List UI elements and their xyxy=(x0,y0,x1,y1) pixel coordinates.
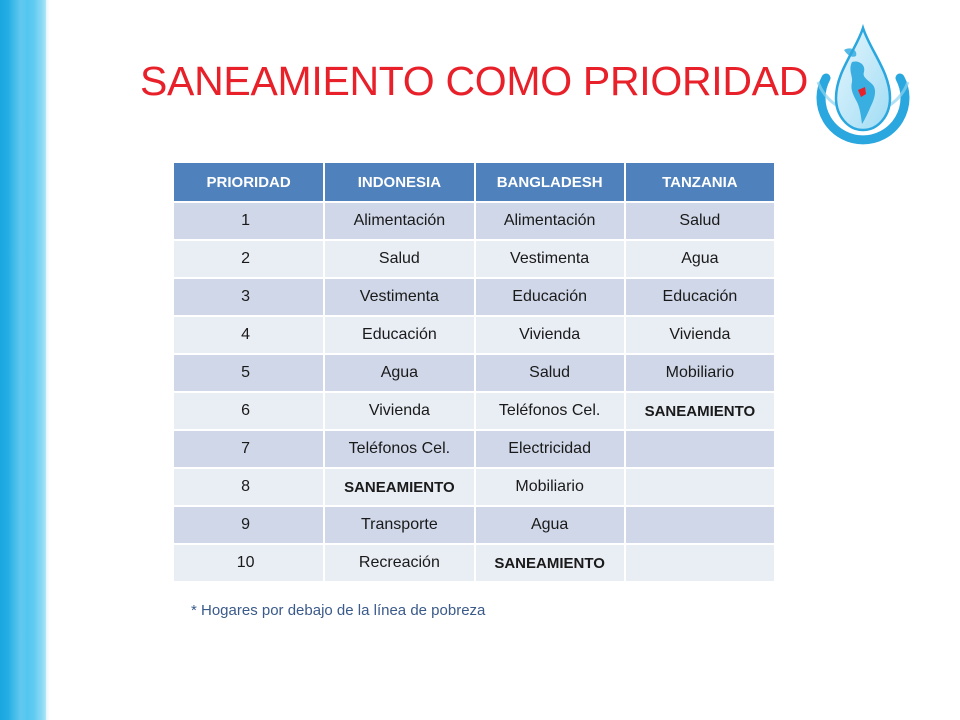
table-cell xyxy=(625,468,775,506)
table-cell: Vestimenta xyxy=(324,278,474,316)
table-row xyxy=(174,506,775,544)
table-cell xyxy=(625,430,775,468)
priority-rank: 5 xyxy=(174,354,324,392)
table-cell: Mobiliario xyxy=(625,354,775,392)
table-cell: SANEAMIENTO xyxy=(625,392,775,430)
column-header: BANGLADESH xyxy=(475,163,625,202)
table-cell: Teléfonos Cel. xyxy=(475,392,625,430)
column-header: INDONESIA xyxy=(324,163,474,202)
table-row xyxy=(174,392,775,430)
priority-rank: 1 xyxy=(174,202,324,240)
table-row xyxy=(174,430,775,468)
column-header: PRIORIDAD xyxy=(174,163,324,202)
priority-rank: 2 xyxy=(174,240,324,278)
table-cell: Transporte xyxy=(324,506,474,544)
water-drop-logo-icon xyxy=(808,20,918,150)
table-cell: Agua xyxy=(625,240,775,278)
table-row xyxy=(174,468,775,506)
table-cell: Mobiliario xyxy=(475,468,625,506)
table-cell: Alimentación xyxy=(475,202,625,240)
table-cell: Educación xyxy=(625,278,775,316)
priority-rank: 7 xyxy=(174,430,324,468)
table-cell: Educación xyxy=(324,316,474,354)
table-cell: SANEAMIENTO xyxy=(475,544,625,582)
table-cell: Electricidad xyxy=(475,430,625,468)
table-row xyxy=(174,316,775,354)
table-cell xyxy=(625,506,775,544)
table-cell: Vivienda xyxy=(475,316,625,354)
table-cell: Vestimenta xyxy=(475,240,625,278)
table-cell: SANEAMIENTO xyxy=(324,468,474,506)
priority-rank: 6 xyxy=(174,392,324,430)
table-row xyxy=(174,240,775,278)
table-row xyxy=(174,354,775,392)
table-cell: Vivienda xyxy=(324,392,474,430)
priorities-table xyxy=(174,163,776,583)
priority-rank: 4 xyxy=(174,316,324,354)
table-cell: Salud xyxy=(475,354,625,392)
table-cell: Teléfonos Cel. xyxy=(324,430,474,468)
priority-rank: 10 xyxy=(174,544,324,582)
table-cell: Salud xyxy=(625,202,775,240)
table-row xyxy=(174,202,775,240)
column-header: TANZANIA xyxy=(625,163,775,202)
table-row xyxy=(174,278,775,316)
table-cell: Salud xyxy=(324,240,474,278)
side-decorative-band xyxy=(0,0,50,720)
table-cell: Recreación xyxy=(324,544,474,582)
table-cell: Alimentación xyxy=(324,202,474,240)
priority-rank: 9 xyxy=(174,506,324,544)
priority-rank: 8 xyxy=(174,468,324,506)
slide-title: SANEAMIENTO COMO PRIORIDAD xyxy=(140,58,809,104)
priority-rank: 3 xyxy=(174,278,324,316)
table-cell: Educación xyxy=(475,278,625,316)
table-cell: Agua xyxy=(324,354,474,392)
table-header-row xyxy=(174,163,775,202)
table-cell: Vivienda xyxy=(625,316,775,354)
table-cell xyxy=(625,544,775,582)
table-row xyxy=(174,544,775,582)
footnote: * Hogares por debajo de la línea de pobreza xyxy=(191,602,486,619)
table-cell: Agua xyxy=(475,506,625,544)
